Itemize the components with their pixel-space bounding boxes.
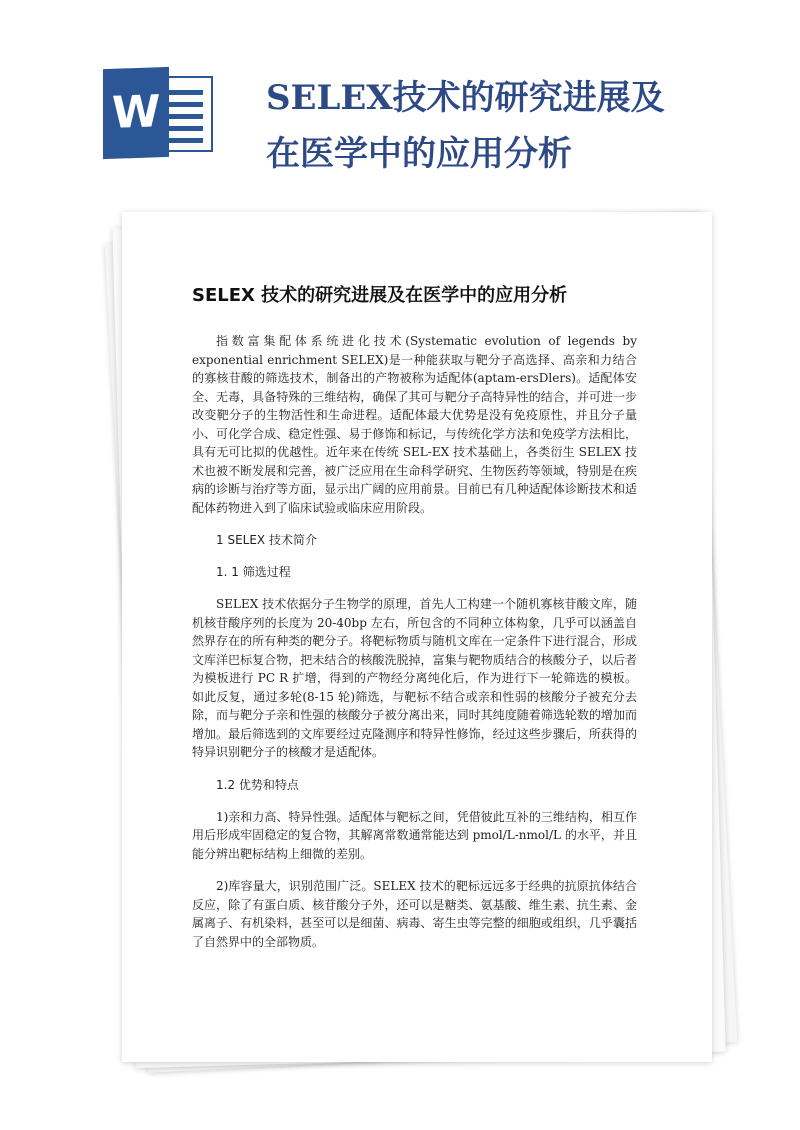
section-1-2-heading: 1.2 优势和特点	[216, 777, 299, 792]
section-1-2-paragraph-2: 2)库容量大，识别范围广泛。SELEX 技术的靶标远远多于经典的抗原抗体结合反应，除了有蛋白质、核苷酸分子外，还可以是糖类、氨基酸、维生素、抗生素、金属离子、有机染料，甚至可以是细菌、病毒、寄生虫等完整的细胞或组织，几乎囊括了自然界中的全部物质。	[192, 879, 637, 949]
word-letter-tile: W	[103, 67, 169, 159]
word-document-icon	[103, 68, 215, 158]
doc-line	[169, 102, 203, 107]
page-title-line-1: SELEX技术的研究进展及	[266, 78, 665, 118]
page-title	[266, 70, 766, 182]
page-title-line-2: 在医学中的应用分析	[266, 134, 572, 174]
doc-line	[169, 138, 203, 143]
section-1-1-heading: 1. 1 筛选过程	[216, 565, 291, 579]
section-1-heading: 1 SELEX 技术简介	[216, 533, 317, 547]
article-title: SELEX 技术的研究进展及在医学中的应用分析	[192, 285, 568, 306]
doc-line	[169, 114, 203, 119]
document-body	[192, 282, 637, 965]
intro-paragraph: 指数富集配体系统进化技术(Systematic evolution of legends by exponential enrichment SELEX)是一种能获取与靶分子高选择、高亲和力结合的寡核苷酸的筛选技术，制备出的产物被称为适配体(aptam-ersDlers)。适配体安全、无毒，具备特殊的三维结构，确保了其可与靶分子高特异性的结合，并可进一步改变靶分子的生物活性和生命进程。适配体最大优势是没有免疫原性，并且分子量小、可化学合成、稳定性强、易于修饰和标记，与传统化学方法和免疫学方法相比，具有无可比拟的优越性。近年来在传统 SEL-EX 技术基础上，各类衍生 SELEX 技术也被不断发展和完善，被广泛应用在生命科学研究、生物医药等领域，特别是在疾病的诊断与治疗等方面，显示出广阔的应用前景。目前已有几种适配体诊断技术和适配体药物进入到了临床试验或临床应用阶段。	[192, 334, 637, 515]
doc-line	[169, 126, 203, 131]
doc-line	[169, 90, 203, 95]
section-1-2-paragraph-1: 1)亲和力高、特异性强。适配体与靶标之间，凭借彼此互补的三维结构，相互作用后形成牢固稳定的复合物，其解离常数通常能达到 pmol/L-nmol/L 的水平，并且能分辨出靶标结构上细微的差别。	[192, 809, 637, 861]
section-1-1-paragraph: SELEX 技术依据分子生物学的原理，首先人工构建一个随机寡核苷酸文库，随机核苷酸序列的长度为 20-40bp 左右，所包含的不同种立体构象，几乎可以涵盖自然界存在的所有种类的靶分子。将靶标物质与随机文库在一定条件下进行混合，形成文库洋巴标复合物，把未结合的核酸洗脱掉，富集与靶物质结合的核酸分子，以后者为模板进行 PC R 扩增，得到的产物经分离纯化后，作为进行下一轮筛选的模板。如此反复，通过多轮(8-15 轮)筛选，与靶标不结合或亲和性弱的核酸分子被充分去除，而与靶分子亲和性强的核酸分子被分离出来，同时其纯度随着筛选轮数的增加而增加。最后筛选到的文库要经过克隆测序和特异性修饰，经过这些步骤后，所获得的特异识别靶分子的核酸才是适配体。	[192, 597, 637, 759]
